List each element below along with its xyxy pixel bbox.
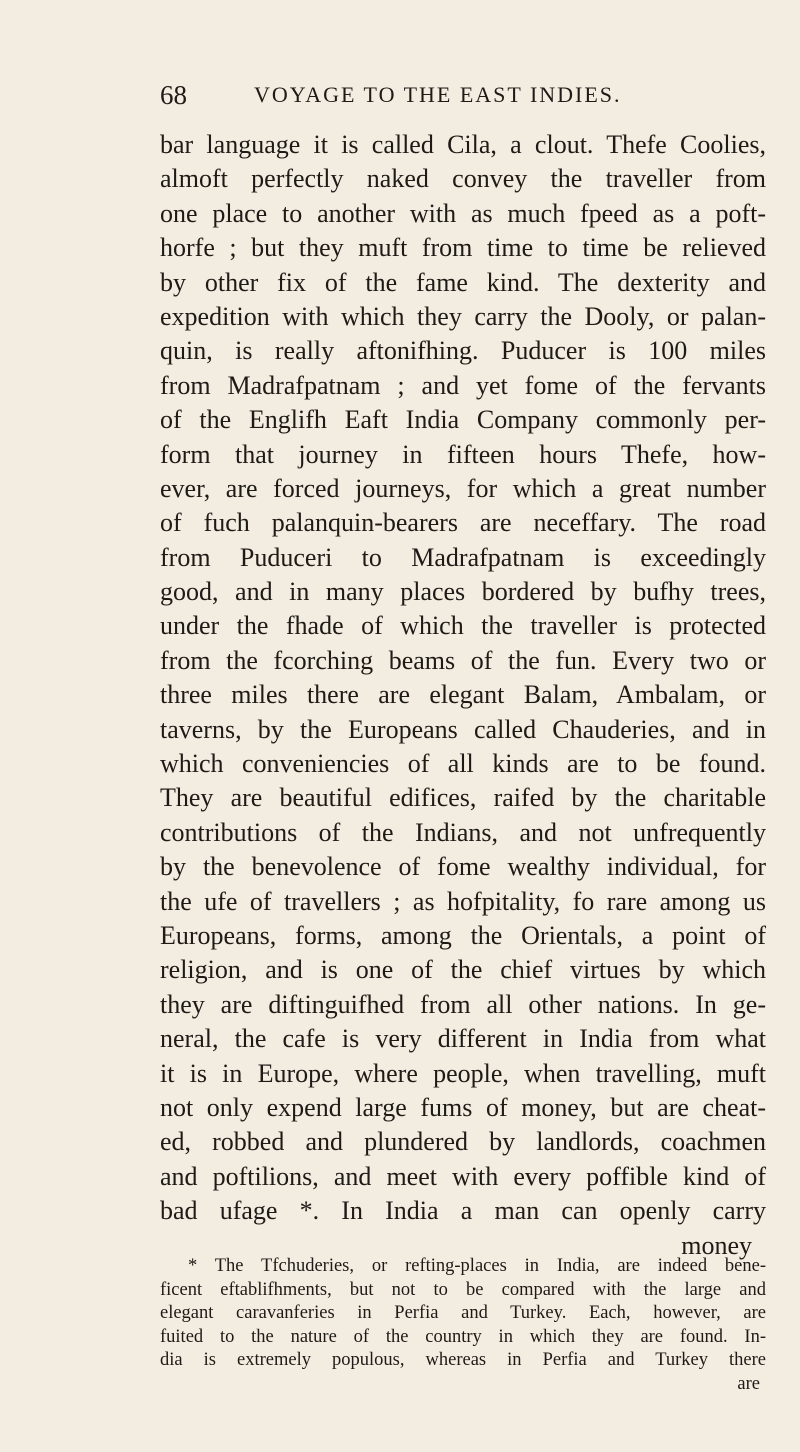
- text-line: they are diftinguifhed from all other nations. In ge-: [160, 989, 766, 1019]
- text-line: from the fcorching beams of the fun. Every two or: [160, 645, 766, 675]
- footnote-line: * The Tfchuderies, or refting-places in India, are indeed bene-: [188, 1256, 766, 1276]
- running-head: VOYAGE TO THE EAST INDIES.: [254, 82, 622, 107]
- footnote-line: ficent eftablifhments, but not to be compared with the large and: [160, 1279, 766, 1300]
- text-line: quin, is really aftonifhing. Puducer is 100 miles: [160, 336, 766, 366]
- text-line: form that journey in fifteen hours Thefe, how-: [160, 439, 766, 469]
- text-line: almoft perfectly naked convey the traveller from: [160, 164, 766, 194]
- text-line: which conveniencies of all kinds are to be found.: [160, 749, 766, 779]
- text-line: bad ufage *. In India a man can openly carry: [160, 1196, 766, 1226]
- text-line: three miles there are elegant Balam, Ambalam, or: [160, 680, 766, 710]
- text-line: from Puduceri to Madrafpatnam is exceedingly: [160, 542, 766, 572]
- footnote-line: fuited to the nature of the country in which they are found. In-: [160, 1326, 766, 1347]
- main-text: [160, 128, 766, 1263]
- text-line: by the benevolence of fome wealthy individual, for: [160, 852, 766, 882]
- text-line: good, and in many places bordered by bufhy trees,: [160, 577, 766, 607]
- catchword: money: [681, 1230, 752, 1260]
- page-header: [160, 80, 760, 120]
- text-line: contributions of the Indians, and not unfrequently: [160, 817, 766, 847]
- text-line: of fuch palanquin-bearers are neceffary. The road: [160, 508, 766, 538]
- text-line: expedition with which they carry the Dooly, or palan-: [160, 301, 766, 331]
- text-line: from Madrafpatnam ; and yet fome of the fervants: [160, 370, 766, 400]
- text-line: not only expend large fums of money, but are cheat-: [160, 1092, 766, 1122]
- text-line: religion, and is one of the chief virtues by which: [160, 955, 766, 985]
- text-line: it is in Europe, where people, when travelling, muft: [160, 1058, 766, 1088]
- text-line: They are beautiful edifices, raifed by the charitable: [160, 783, 766, 813]
- text-line: Europeans, forms, among the Orientals, a point of: [160, 920, 766, 950]
- text-line: under the fhade of which the traveller is protected: [160, 611, 766, 641]
- page-number: 68: [160, 80, 187, 110]
- footnote-line: dia is extremely populous, whereas in Perfia and Turkey there: [160, 1350, 766, 1371]
- text-line: by other fix of the fame kind. The dexterity and: [160, 267, 766, 297]
- text-line: of the Englifh Eaft India Company commonly per-: [160, 405, 766, 435]
- footnote: [160, 1255, 766, 1397]
- text-line: ed, robbed and plundered by landlords, coachmen: [160, 1127, 766, 1157]
- footnote-catchword: are: [737, 1373, 760, 1394]
- text-line: the ufe of travellers ; as hofpitality, fo rare among us: [160, 886, 766, 916]
- text-line: taverns, by the Europeans called Chauderies, and in: [160, 714, 766, 744]
- text-line: neral, the cafe is very different in India from what: [160, 1024, 766, 1054]
- text-line: bar language it is called Cila, a clout. Thefe Coolies,: [160, 130, 766, 159]
- text-line: and poftilions, and meet with every poffible kind of: [160, 1161, 766, 1191]
- text-line: one place to another with as much fpeed as a poft-: [160, 198, 766, 228]
- text-line: ever, are forced journeys, for which a great number: [160, 473, 766, 503]
- text-line: horfe ; but they muft from time to time be relieved: [160, 233, 766, 263]
- footnote-line: elegant caravanferies in Perfia and Turkey. Each, however, are: [160, 1303, 766, 1324]
